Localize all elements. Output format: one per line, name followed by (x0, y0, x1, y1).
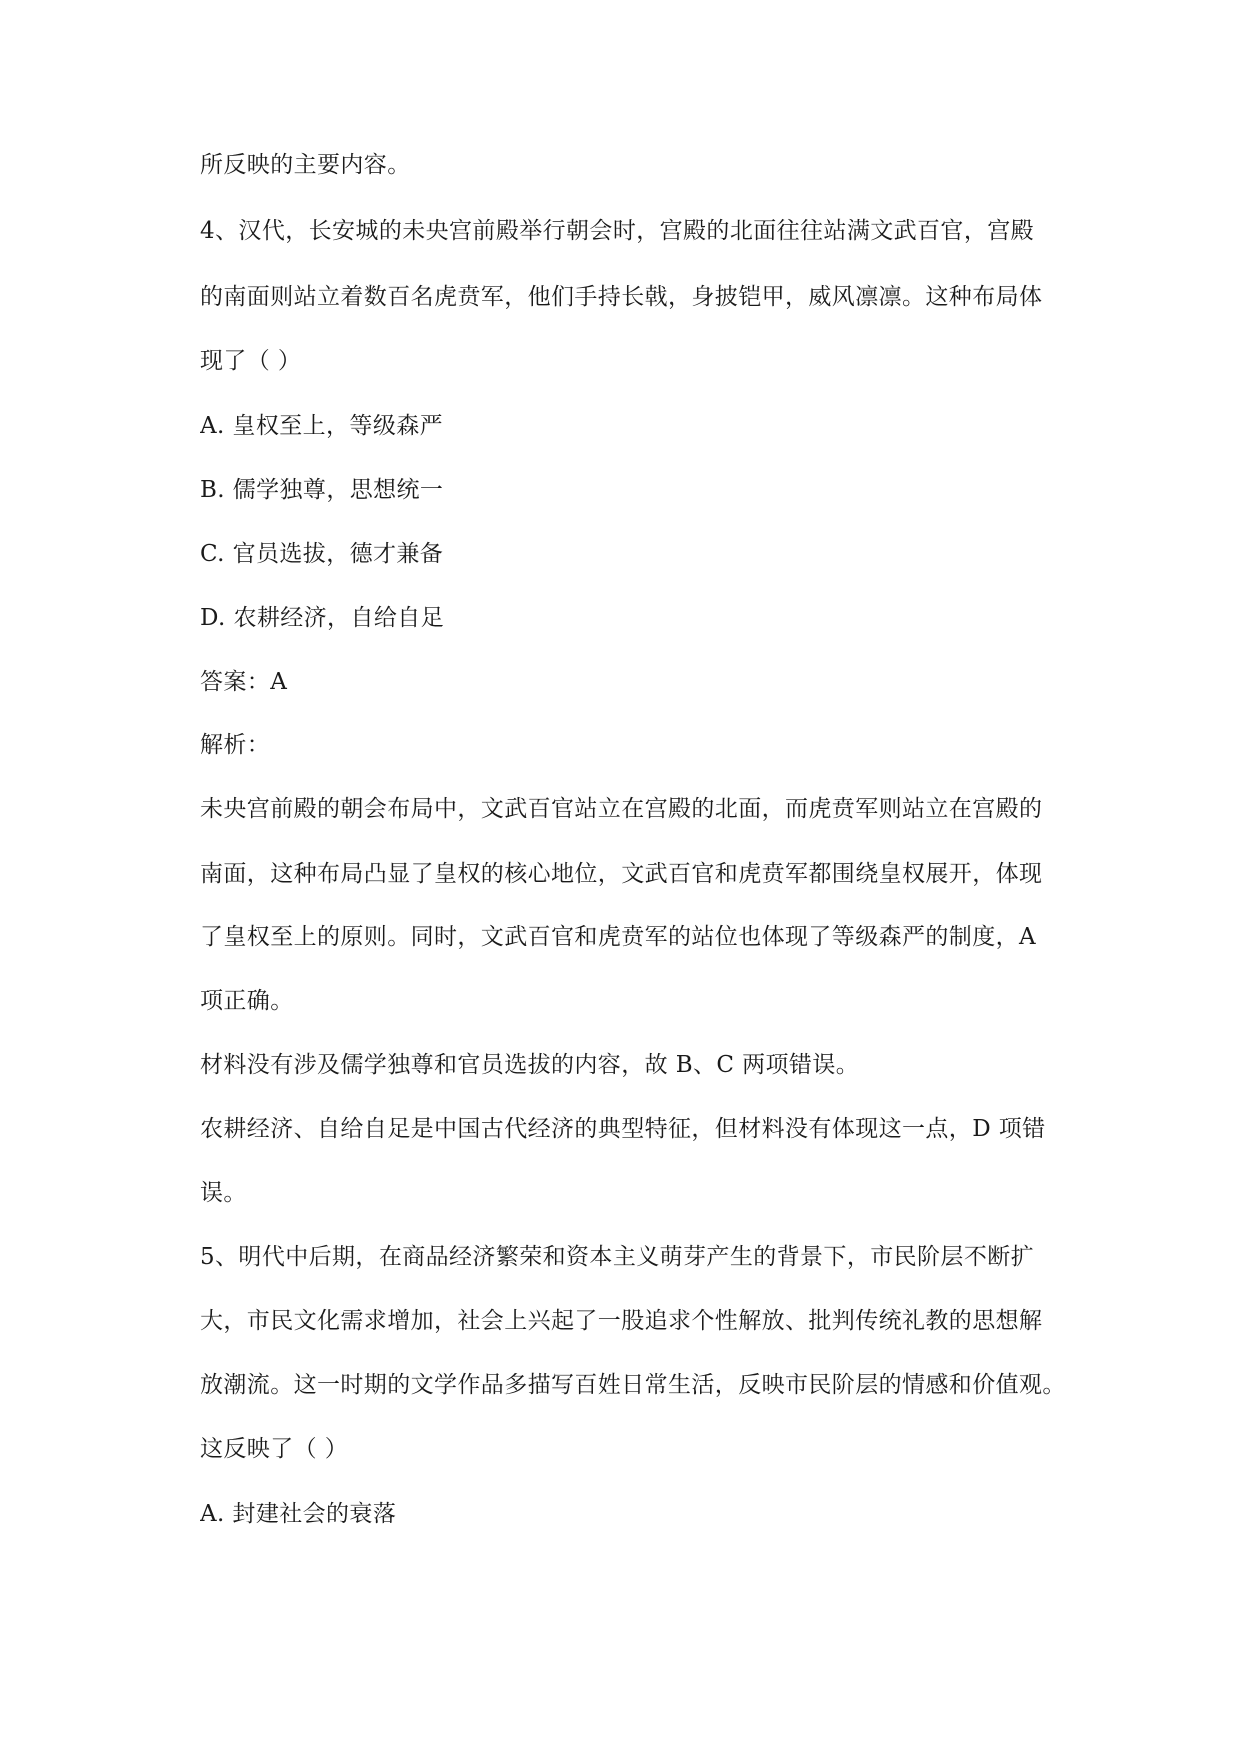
analysis-text: 项正确。 (200, 988, 294, 1014)
question-5-line-1: 5、明代中后期，在商品经济繁荣和资本主义萌芽产生的背景下，市民阶层不断扩 (200, 1244, 1035, 1270)
question-4-line-3: 现了（ ） (200, 348, 302, 374)
question-4-line-1: 4、汉代，长安城的未央宫前殿举行朝会时，宫殿的北面往往站满文武百官，宫殿 (200, 218, 1035, 244)
option-a: A. 封建社会的衰落 (200, 1501, 397, 1527)
analysis-text: 未央宫前殿的朝会布局中，文武百官站立在宫殿的北面，而虎贲军则站立在宫殿的 (200, 796, 1043, 822)
analysis-label: 解析： (200, 732, 271, 758)
option-d: D. 农耕经济，自给自足 (200, 605, 445, 631)
question-4-line-2: 的南面则站立着数百名虎贲军，他们手持长戟，身披铠甲，威风凛凛。这种布局体 (200, 284, 1043, 310)
answer-line: 答案：A (200, 669, 288, 695)
option-a: A. 皇权至上，等级森严 (200, 413, 444, 439)
question-5-line-4: 这反映了（ ） (200, 1436, 349, 1462)
analysis-text: 材料没有涉及儒学独尊和官员选拔的内容，故 B、C 两项错误。 (200, 1052, 860, 1078)
analysis-text: 了皇权至上的原则。同时，文武百官和虎贲军的站位也体现了等级森严的制度，A (200, 924, 1037, 950)
analysis-text: 误。 (200, 1180, 247, 1206)
option-b: B. 儒学独尊，思想统一 (200, 477, 444, 503)
option-c: C. 官员选拔，德才兼备 (200, 541, 444, 567)
analysis-text: 南面，这种布局凸显了皇权的核心地位，文武百官和虎贲军都围绕皇权展开，体现 (200, 861, 1043, 887)
analysis-text: 农耕经济、自给自足是中国古代经济的典型特征，但材料没有体现这一点，D 项错 (200, 1116, 1046, 1142)
question-5-line-3: 放潮流。这一时期的文学作品多描写百姓日常生活，反映市民阶层的情感和价值观。 (200, 1372, 1066, 1398)
question-5-line-2: 大，市民文化需求增加，社会上兴起了一股追求个性解放、批判传统礼教的思想解 (200, 1308, 1043, 1334)
text-line: 所反映的主要内容。 (200, 152, 411, 178)
